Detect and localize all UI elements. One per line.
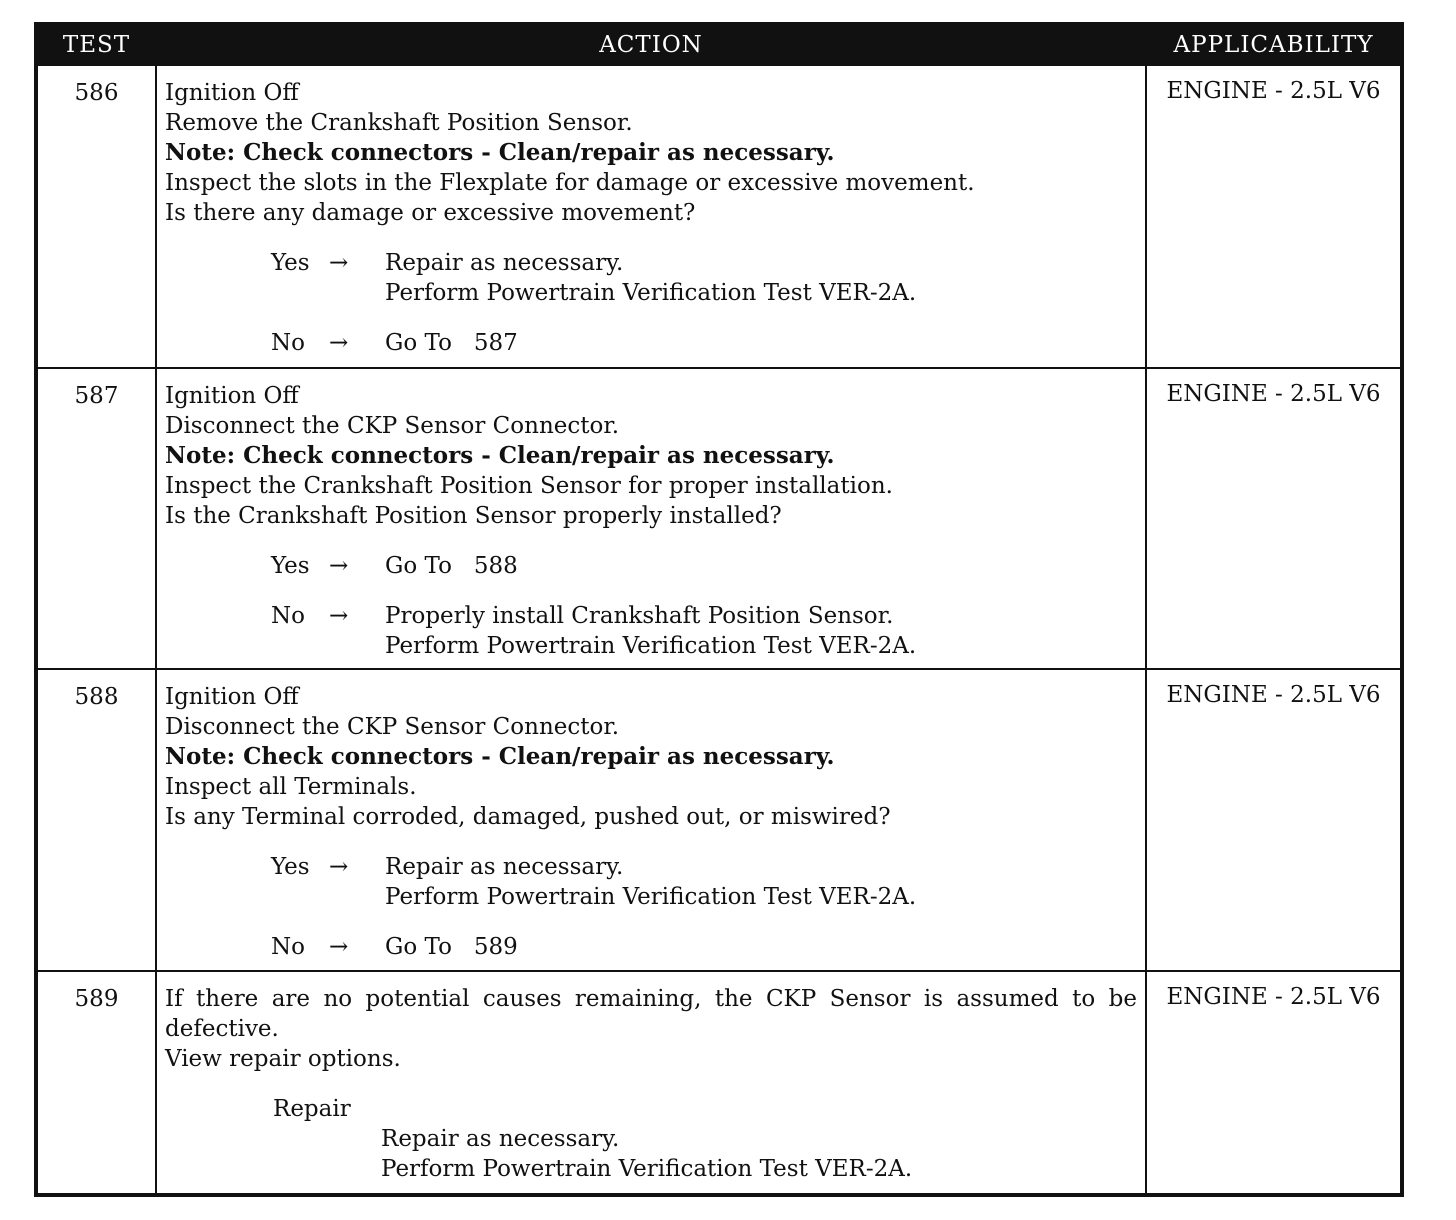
outcome-result: Perform Powertrain Verification Test VER-2A. [385,633,917,659]
outcome-result: Perform Powertrain Verification Test VER-2A. [385,280,917,306]
action-question: Is the Crankshaft Position Sensor properly installed? [165,503,782,529]
outcome-result: Repair as necessary. [385,854,624,880]
action-cell [156,971,1146,1195]
yes-label: Yes [271,250,310,276]
table-header-row [36,24,1402,65]
test-number: 588 [36,669,156,971]
action-note: Note: Check connectors - Clean/repair as necessary. [165,743,835,770]
right-arrow-icon: → [329,553,349,579]
repair-label: Repair [273,1096,351,1122]
action-step: View repair options. [165,1046,401,1072]
action-step: Ignition Off [165,684,299,710]
action-paragraph: If there are no potential causes remaining, the CKP Sensor is assumed to be defective. [165,986,1137,1042]
right-arrow-icon: → [329,330,349,356]
yes-outcome [271,852,1137,912]
no-outcome [271,601,1137,661]
table-row [36,669,1402,971]
outcome-result: Properly install Crankshaft Position Sensor. [385,603,894,629]
action-step: Ignition Off [165,383,299,409]
goto-link[interactable]: Go To 587 [385,330,518,356]
action-question: Is there any damage or excessive movement? [165,200,696,226]
applicability-cell: ENGINE - 2.5L V6 [1146,669,1402,971]
table-row [36,971,1402,1195]
action-step: Disconnect the CKP Sensor Connector. [165,413,620,439]
action-question: Is any Terminal corroded, damaged, pushed out, or miswired? [165,804,891,830]
yes-label: Yes [271,553,310,579]
action-cell [156,669,1146,971]
no-label: No [271,603,305,629]
no-outcome [271,328,1137,358]
outcome-result: Perform Powertrain Verification Test VER-2A. [385,884,917,910]
diagnostic-test-table [34,22,1404,1197]
action-step: Ignition Off [165,80,299,106]
yes-outcome [271,248,1137,308]
outcome-result: Perform Powertrain Verification Test VER-2A. [381,1156,913,1182]
test-number: 586 [36,65,156,368]
right-arrow-icon: → [329,934,349,960]
applicability-cell: ENGINE - 2.5L V6 [1146,971,1402,1195]
header-test: TEST [36,24,156,65]
header-action: ACTION [156,24,1146,65]
action-note: Note: Check connectors - Clean/repair as necessary. [165,139,835,166]
action-step: Remove the Crankshaft Position Sensor. [165,110,633,136]
action-step: Inspect the Crankshaft Position Sensor for proper installation. [165,473,893,499]
action-step: Inspect the slots in the Flexplate for damage or excessive movement. [165,170,975,196]
action-cell [156,368,1146,669]
goto-link[interactable]: Go To 589 [385,934,518,960]
test-number: 587 [36,368,156,669]
no-label: No [271,934,305,960]
action-step: Disconnect the CKP Sensor Connector. [165,714,620,740]
applicability-cell: ENGINE - 2.5L V6 [1146,368,1402,669]
test-number: 589 [36,971,156,1195]
right-arrow-icon: → [329,250,349,276]
outcome-result: Repair as necessary. [385,250,624,276]
action-note: Note: Check connectors - Clean/repair as necessary. [165,442,835,469]
right-arrow-icon: → [329,854,349,880]
repair-outcome [381,1124,1137,1184]
no-label: No [271,330,305,356]
right-arrow-icon: → [329,603,349,629]
yes-label: Yes [271,854,310,880]
no-outcome [271,932,1137,962]
header-applicability: APPLICABILITY [1146,24,1402,65]
table-row [36,368,1402,669]
outcome-result: Repair as necessary. [381,1126,620,1152]
action-cell [156,65,1146,368]
goto-link[interactable]: Go To 588 [385,553,518,579]
applicability-cell: ENGINE - 2.5L V6 [1146,65,1402,368]
table-row [36,65,1402,368]
action-step: Inspect all Terminals. [165,774,417,800]
yes-outcome [271,551,1137,581]
